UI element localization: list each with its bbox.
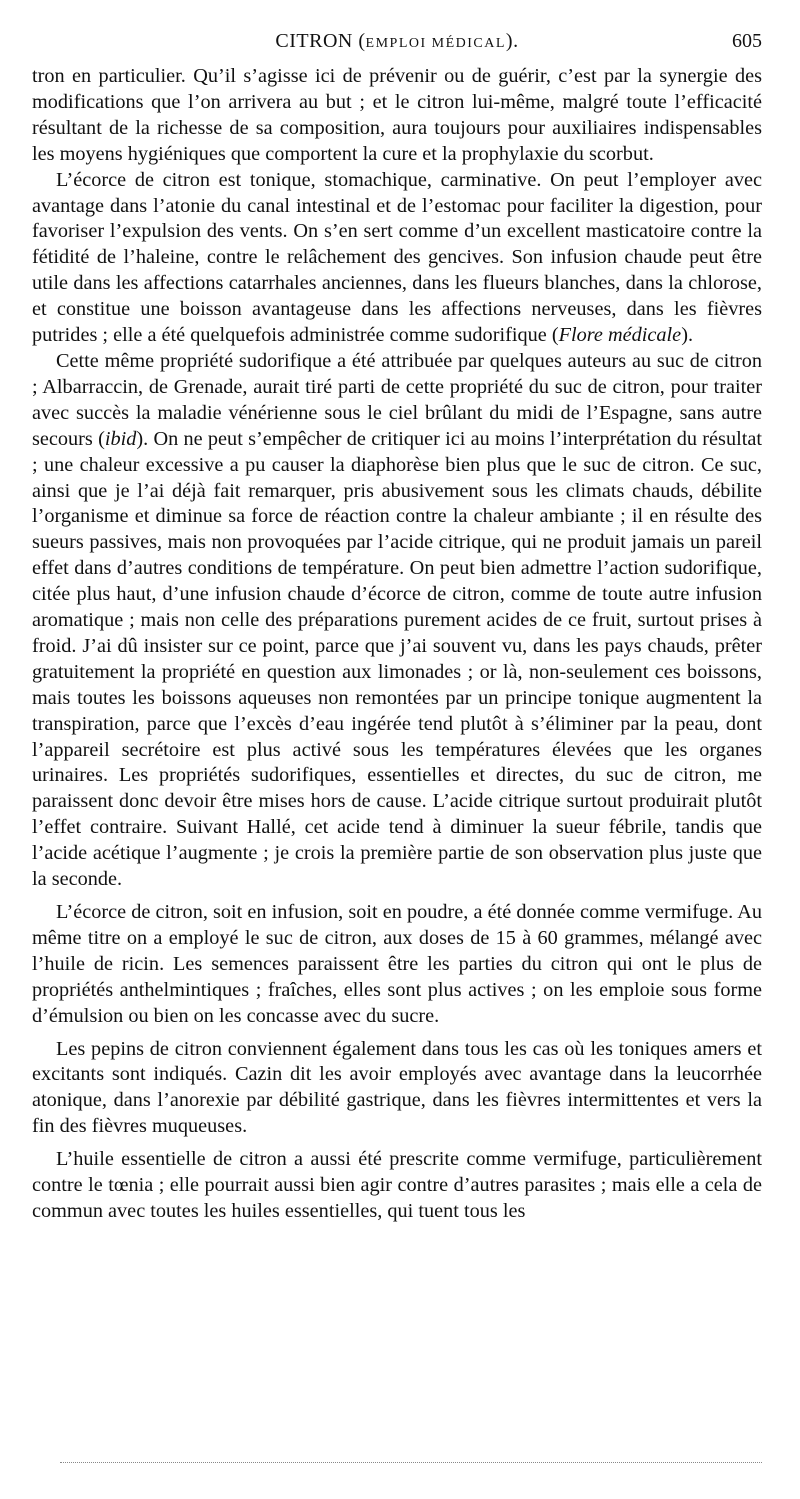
paragraph-1: tron en particulier. Qu’il s’agisse ici de prévenir ou de guérir, c’est par la synergie des modifications que l’on arrivera au but ; et le citron lui-même, malgré toute l’efficacité résultant de la richesse de sa composition, aura toujours pour auxiliaires indispensables les moyens hygiéniques que comportent la cure et la prophylaxie du scorbut.: [32, 65, 762, 165]
paragraph-3: Cette même propriété sudorifique a été attribuée par quelques auteurs au suc de citron ; Albarraccin, de Grenade, aurait tiré parti de cette propriété du suc de citron, pour traiter avec succès la maladie vénérienne sous le ciel brûlant du midi de l’Espagne, sans autre secours (ibid). On ne peut s’empêcher de critiquer ici au moins l’interprétation du résultat ; une chaleur excessive a pu causer la diaphorèse bien plus que le suc de citron. Ce suc, ainsi que je l’ai déjà fait remarquer, pris abusivement sous les climats chauds, débilite l’organisme et diminue sa force de réaction contre la chaleur ambiante ; il en résulte des sueurs passives, mais non provoquées par l’acide citrique, qui ne produit jamais un pareil effet dans d’autres conditions de température. On peut bien admettre l’action sudorifique, citée plus haut, d’une infusion chaude d’écorce de citron, comme de toute autre infusion aromatique ; mais non celle des préparations purement acides de ce fruit, surtout prises à froid. J’ai dû insister sur ce point, parce que j’ai souvent vu, dans les pays chauds, prêter gratuitement la propriété en question aux limonades ; or là, non-seulement ces boissons, mais toutes les boissons aqueuses non remontées par un principe tonique augmentent la transpiration, parce que l’excès d’eau ingérée tend plutôt à s’éliminer par la peau, dont l’appareil secrétoire est plus activé sous les températures élevées que les organes urinaires. Les propriétés sudorifiques, essentielles et directes, du suc de citron, me paraissent donc devoir être mises hors de cause. L’acide citrique surtout produirait plutôt l’effet contraire. Suivant Hallé, cet acide tend à diminuer la sueur fébrile, tandis que l’acide acétique l’augmente ; je crois la première partie de son observation plus juste que la seconde.: [32, 349, 763, 891]
running-title: [32, 30, 762, 53]
paragraph-2: L’écorce de citron est tonique, stomachique, carminative. On peut l’employer avec avantage dans l’atonie du canal intestinal et de l’estomac pour faciliter la digestion, pour favoriser l’expulsion des vents. On s’en sert comme d’un excellent masticatoire contre la fétidité de l’haleine, contre le relâchement des gencives. Son infusion chaude peut être utile dans les affections catarrhales anciennes, dans les flueurs blanches, dans la chlorose, et constitue une boisson avantageuse dans les affections nerveuses, dans les fièvres putrides ; elle a été quelquefois administrée comme sudorifique (Flore médicale).: [32, 168, 762, 347]
paragraph-6: L’huile essentielle de citron a aussi été prescrite comme vermifuge, particulièrement contre le tœnia ; elle pourrait aussi bien agir contre d’autres parasites ; mais elle a cela de commun avec toutes les huiles essentielles, qui tuent tous les: [32, 1148, 762, 1222]
title-paren-open: (: [358, 30, 366, 52]
running-header: [32, 30, 762, 58]
citation-italic: Flore médicale: [558, 324, 682, 347]
citation-italic: ibid: [104, 427, 137, 450]
title-main: CITRON: [275, 30, 353, 52]
footer-dotted-rule: [60, 1462, 762, 1463]
title-paren-close: ).: [505, 30, 519, 52]
title-subtitle: EMPLOI MÉDICAL: [365, 36, 506, 51]
paragraph-4: L’écorce de citron, soit en infusion, soit en poudre, a été donnée comme vermifuge. Au même titre on a employé le suc de citron, aux doses de 15 à 60 grammes, mélangé avec l’huile de ricin. Les semences paraissent être les parties du citron qui ont le plus de propriétés anthelmintiques ; fraîches, elles sont plus actives ; on les emploie sous forme d’émulsion ou bien on les concasse avec du sucre.: [32, 901, 762, 1027]
paragraph-5: Les pepins de citron conviennent également dans tous les cas où les toniques amers et excitants sont indiqués. Cazin dit les avoir employés avec avantage dans la leucorrhée atonique, dans l’anorexie par débilité gastrique, dans les fièvres intermittentes et vers la fin des fièvres muqueuses.: [32, 1037, 762, 1138]
body-text: [32, 64, 762, 1225]
page-number: 605: [732, 30, 762, 52]
